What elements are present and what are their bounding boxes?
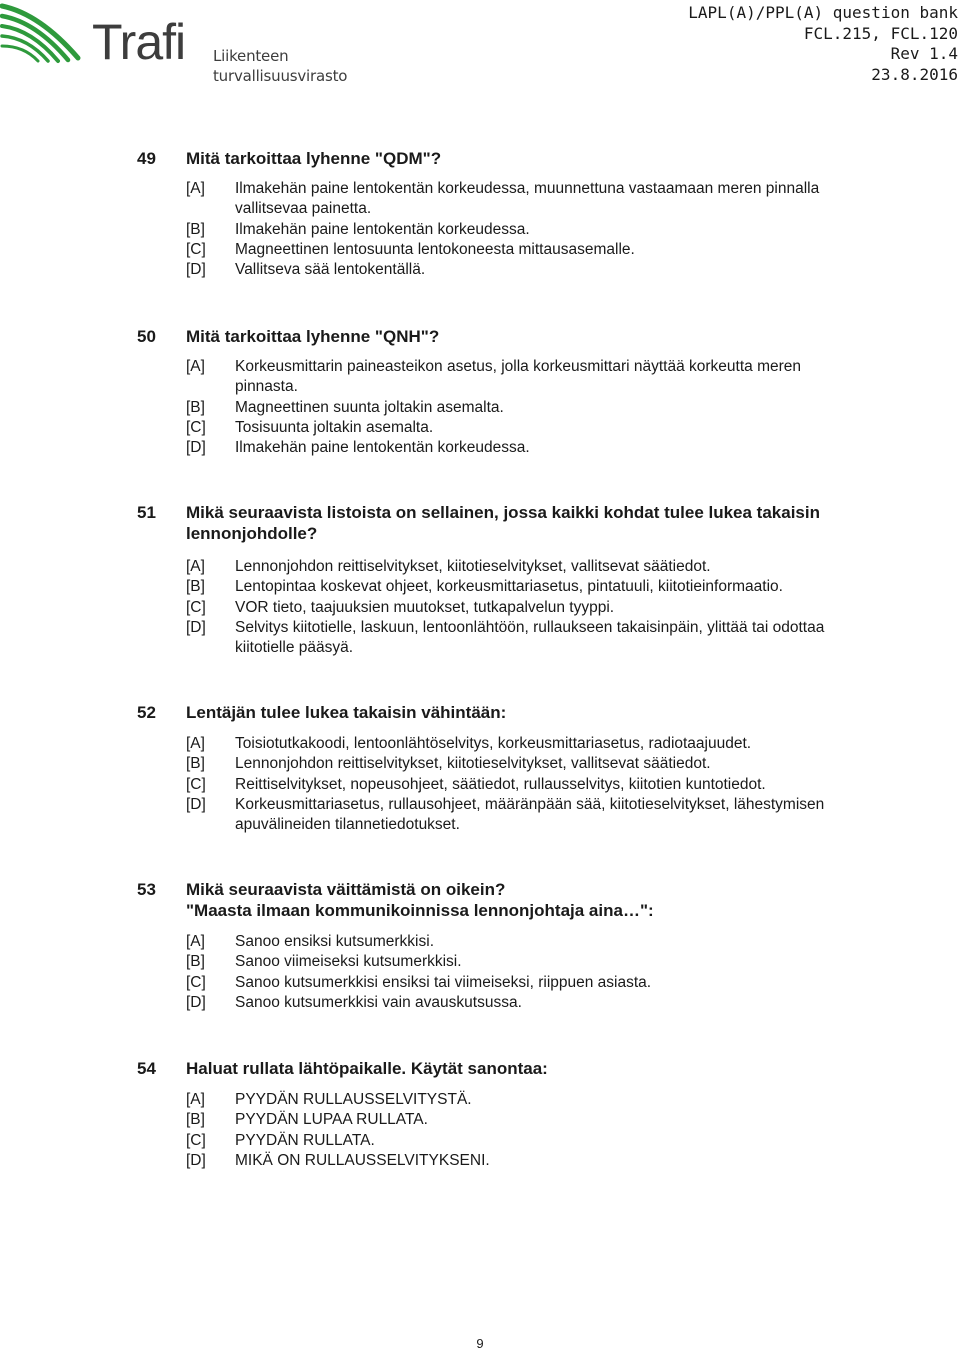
answer-text-line: PYYDÄN RULLAUSSELVITYSTÄ. [235, 1091, 472, 1108]
answer-text [235, 598, 915, 618]
answer-text [235, 1151, 915, 1171]
answer-text-line: Reittiselvitykset, nopeusohjeet, säätiedot, rullausselvitys, kiitotien kuntotiedot. [235, 775, 766, 793]
answer-text-line: Sanoo kutsumerkkisi ensiksi tai viimeiseksi, riippuen asiasta. [235, 973, 652, 991]
document-info [688, 3, 958, 85]
answer-text-line: MIKÄ ON RULLAUSSELVITYKSENI. [235, 1151, 490, 1169]
answer-d [0, 993, 960, 1013]
answer-key: [C] [186, 973, 206, 991]
answer-c [0, 240, 960, 260]
answer-text [235, 973, 915, 993]
question-text-line: Mitä tarkoittaa lyhenne "QDM"? [186, 149, 442, 168]
answer-key: [C] [186, 775, 206, 793]
answer-a [0, 357, 960, 398]
question-text [186, 1058, 926, 1079]
answer-text [235, 618, 915, 659]
answer-text [235, 734, 915, 754]
answer-key: [D] [186, 261, 206, 279]
answer-text [235, 557, 915, 577]
question-number: 53 [137, 880, 156, 899]
question-text [186, 148, 926, 169]
answer-text-line: Korkeusmittariasetus, rullausohjeet, määränpään sää, kiitotieselvitykset, lähestymisen [235, 795, 825, 813]
answer-text [235, 398, 915, 418]
answer-key: [D] [186, 439, 206, 457]
answer-a [0, 179, 960, 220]
answer-list [0, 932, 960, 1013]
answer-key: [D] [186, 618, 206, 636]
answer-list [0, 1090, 960, 1171]
answer-text-line: Ilmakehän paine lentokentän korkeudessa, muunnettuna vastaamaan meren pinnalla [235, 180, 820, 197]
answer-text [235, 357, 915, 398]
answer-key: [A] [186, 180, 205, 197]
info-line-date: 23.8.2016 [871, 64, 958, 84]
answer-text-line: Lennonjohdon reittiselvitykset, kiitotieselvitykset, vallitsevat säätiedot. [235, 558, 711, 575]
answer-text [235, 577, 915, 597]
answer-text-line: apuvälineiden tilannetiedotukset. [235, 816, 460, 834]
answer-key: [A] [186, 558, 205, 575]
answer-text [235, 438, 915, 458]
answer-text-line: kiitotielle pääsyä. [235, 639, 354, 657]
answer-c [0, 1131, 960, 1151]
trafi-swoosh-icon [0, 0, 92, 64]
answer-c [0, 598, 960, 618]
question-number: 50 [137, 327, 156, 346]
question-text-line: Lentäjän tulee lukea takaisin vähintään: [186, 703, 507, 722]
answer-b [0, 220, 960, 240]
answer-text-line: vallitsevaa painetta. [235, 200, 372, 218]
info-line-title: LAPL(A)/PPL(A) question bank [688, 3, 958, 22]
answer-text [235, 220, 915, 240]
answer-text-line: Sanoo viimeiseksi kutsumerkkisi. [235, 953, 462, 971]
answer-b [0, 754, 960, 774]
answer-key: [D] [186, 795, 206, 813]
answer-d [0, 438, 960, 458]
question-number: 54 [137, 1059, 156, 1078]
answer-key: [C] [186, 598, 206, 616]
question-number: 51 [137, 503, 156, 522]
answer-b [0, 577, 960, 597]
answer-d [0, 260, 960, 280]
info-line-revision: Rev 1.4 [890, 44, 958, 63]
answer-key: [B] [186, 1111, 205, 1129]
question-text-line: lennonjohdolle? [186, 524, 318, 543]
answer-text-line: Ilmakehän paine lentokentän korkeudessa. [235, 220, 530, 238]
answer-text-line: Sanoo ensiksi kutsumerkkisi. [235, 933, 434, 950]
answer-key: [B] [186, 953, 205, 971]
answer-a [0, 557, 960, 577]
answer-key: [D] [186, 1151, 206, 1169]
answer-key: [D] [186, 993, 206, 1011]
answer-c [0, 775, 960, 795]
answer-text [235, 795, 915, 836]
answer-text [235, 993, 915, 1013]
answer-b [0, 952, 960, 972]
answer-d [0, 795, 960, 836]
answer-a [0, 734, 960, 754]
answer-key: [A] [186, 1091, 205, 1108]
answer-text [235, 1090, 915, 1110]
answer-text-line: Magneettinen lentosuunta lentokoneesta mittausasemalle. [235, 240, 635, 258]
answer-text-line: Selvitys kiitotielle, laskuun, lentoonlähtöön, rullaukseen takaisinpäin, ylittää tai odottaa [235, 618, 825, 636]
question-number: 52 [137, 703, 156, 722]
logo-wordmark: Trafi [92, 14, 186, 70]
answer-text-line: VOR tieto, taajuuksien muutokset, tutkapalvelun tyyppi. [235, 598, 615, 616]
question-text [186, 879, 926, 921]
answer-text [235, 179, 915, 220]
question-text [186, 502, 926, 544]
answer-text [235, 775, 915, 795]
answer-key: [C] [186, 240, 206, 258]
answer-text-line: Toisiotutkakoodi, lentoonlähtöselvitys, korkeusmittariasetus, radiotaajuudet. [235, 735, 752, 752]
answer-text [235, 260, 915, 280]
answer-b [0, 1110, 960, 1130]
answer-key: [A] [186, 358, 205, 375]
answer-text-line: PYYDÄN LUPAA RULLATA. [235, 1111, 428, 1129]
answer-c [0, 418, 960, 438]
answer-key: [B] [186, 578, 205, 596]
question-text [186, 702, 926, 723]
answer-text-line: Lentopintaa koskevat ohjeet, korkeusmittariasetus, pintatuuli, kiitotieinformaatio. [235, 578, 783, 596]
question-text-line: Mikä seuraavista väittämistä on oikein? [186, 880, 506, 899]
answer-key: [A] [186, 735, 205, 752]
answer-text-line: Ilmakehän paine lentokentän korkeudessa. [235, 439, 530, 457]
answer-text [235, 1110, 915, 1130]
question-text-line: "Maasta ilmaan kommunikoinnissa lennonjohtaja aina…": [186, 901, 654, 920]
trafi-logo [0, 0, 420, 85]
answer-text [235, 418, 915, 438]
answer-list [0, 557, 960, 658]
answer-text-line: PYYDÄN RULLATA. [235, 1131, 375, 1149]
question-text-line: Mitä tarkoittaa lyhenne "QNH"? [186, 327, 440, 346]
answer-text-line: Lennonjohdon reittiselvitykset, kiitotieselvitykset, vallitsevat säätiedot. [235, 755, 711, 773]
answer-c [0, 973, 960, 993]
question-text-line: Mikä seuraavista listoista on sellainen, jossa kaikki kohdat tulee lukea takaisin [186, 503, 820, 522]
answer-text-line: Korkeusmittarin paineasteikon asetus, jolla korkeusmittari näyttää korkeutta meren [235, 358, 802, 375]
answer-key: [C] [186, 418, 206, 436]
answer-text-line: pinnasta. [235, 378, 298, 396]
answer-key: [A] [186, 933, 205, 950]
answer-key: [B] [186, 398, 205, 416]
answer-key: [C] [186, 1131, 206, 1149]
question-text-line: Haluat rullata lähtöpaikalle. Käytät sanontaa: [186, 1059, 548, 1078]
answer-text-line: Sanoo kutsumerkkisi vain avauskutsussa. [235, 993, 522, 1011]
answer-key: [B] [186, 220, 205, 238]
answer-list [0, 734, 960, 835]
answer-text-line: Tosisuunta joltakin asemalta. [235, 418, 434, 436]
answer-text [235, 1131, 915, 1151]
answer-text [235, 932, 915, 952]
answer-list [0, 357, 960, 458]
page-header [0, 0, 960, 90]
info-line-regulation: FCL.215, FCL.120 [803, 23, 958, 43]
answer-d [0, 618, 960, 659]
answer-text [235, 240, 915, 260]
question-number: 49 [137, 149, 156, 168]
page-number: 9 [476, 1336, 484, 1351]
answer-text [235, 754, 915, 774]
answer-key: [B] [186, 755, 205, 773]
answer-a [0, 932, 960, 952]
answer-text [235, 952, 915, 972]
answer-text-line: Magneettinen suunta joltakin asemalta. [235, 398, 504, 416]
question-text [186, 326, 926, 347]
answer-text-line: Vallitseva sää lentokentällä. [235, 261, 426, 279]
answer-a [0, 1090, 960, 1110]
answer-list [0, 179, 960, 280]
logo-subtitle: Liikenteen turvallisuusvirasto [213, 47, 348, 85]
answer-d [0, 1151, 960, 1171]
answer-b [0, 398, 960, 418]
